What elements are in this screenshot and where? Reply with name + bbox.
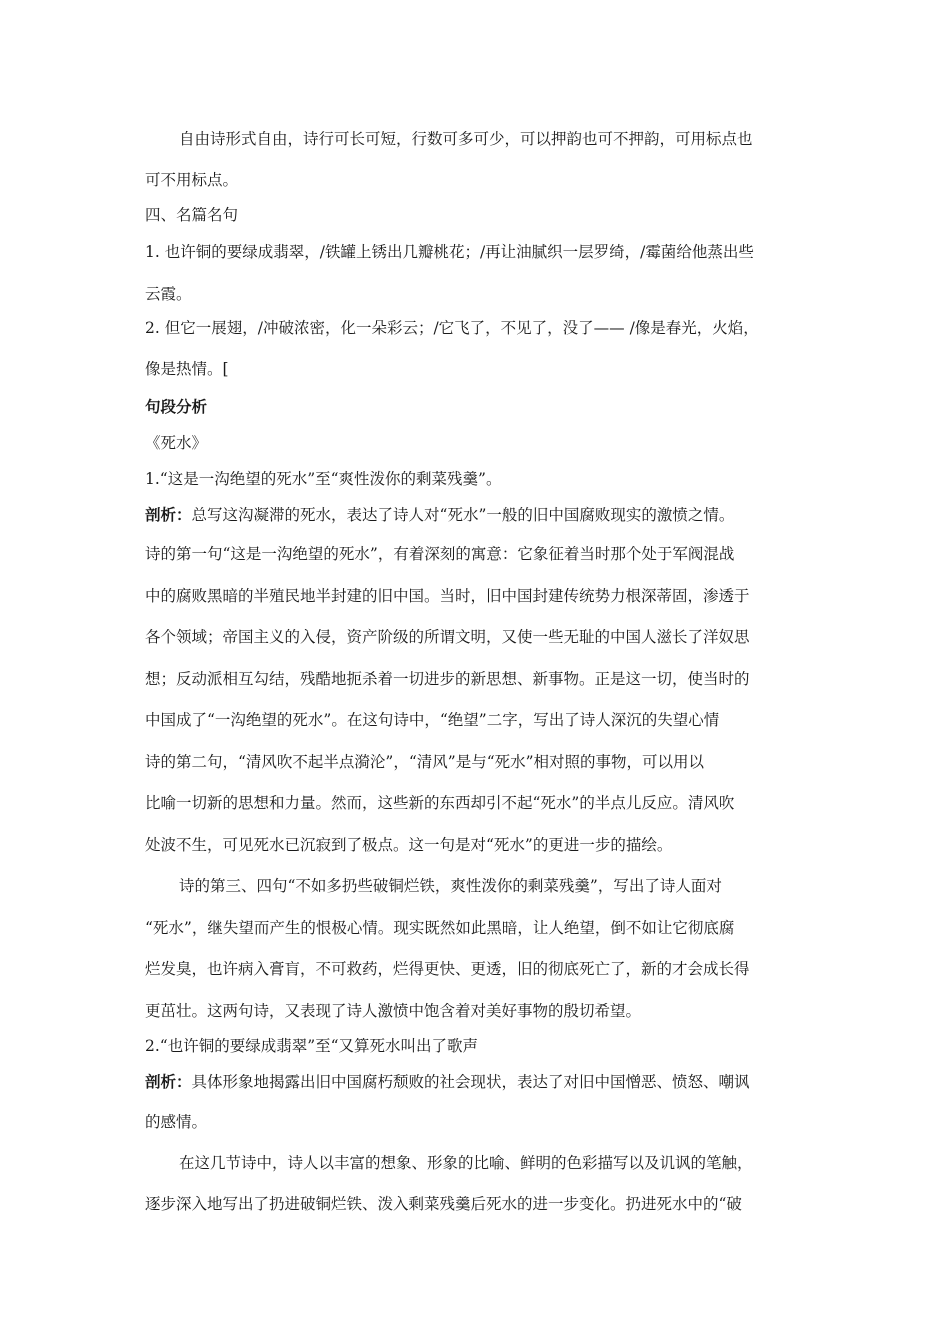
para2-line-2: 比喻一切新的思想和力量。然而，这些新的东西却引不起“死水”的半点儿反应。清风吹 [145, 794, 735, 812]
part1-summary [145, 505, 734, 525]
part1-title: 1.“这是一沟绝望的死水”至“爽性泼你的剩菜残羹”。 [145, 470, 502, 488]
part1-summary-text: 总写这沟凝滞的死水，表达了诗人对“死水”一般的旧中国腐败现实的激愤之情。 [191, 506, 735, 524]
para1-line-3: 各个领域；帝国主义的入侵，资产阶级的所谓文明，又使一些无耻的中国人滋长了洋奴思 [145, 628, 750, 646]
famous-line-2a: 2. 但它一展翅，/冲破浓密，化一朵彩云；/它飞了，不见了，没了—— /像是春光，火焰， [145, 319, 759, 337]
famous-line-1a: 1. 也许铜的要绿成翡翠，/铁罐上锈出几瓣桃花；/再让油腻织一层罗绮，/霉菌给他蒸出些 [145, 243, 754, 261]
work-title: 《死水》 [145, 434, 208, 452]
para3-line-4: 更茁壮。这两句诗，又表现了诗人激愤中饱含着对美好事物的殷切希望。 [145, 1002, 642, 1020]
part2-title: 2.“也许铜的要绿成翡翠”至“又算死水叫出了歌声 [145, 1037, 479, 1055]
part2-summary-line-2: 的感情。 [145, 1113, 208, 1131]
section-heading-famous-lines: 四、名篇名句 [145, 206, 239, 224]
intro-line-1: 自由诗形式自由，诗行可长可短，行数可多可少，可以押韵也可不押韵，可用标点也 [179, 130, 753, 148]
para1-line-4: 想；反动派相互勾结，残酷地扼杀着一切进步的新思想、新事物。正是这一切，使当时的 [145, 670, 750, 688]
para1-line-2: 中的腐败黑暗的半殖民地半封建的旧中国。当时，旧中国封建传统势力根深蒂固，渗透于 [145, 587, 750, 605]
part2-label: 剖析： [145, 1072, 192, 1091]
famous-line-1b: 云霞。 [145, 285, 192, 303]
para2-line-1: 诗的第二句，“清风吹不起半点漪沦”，“清风”是与“死水”相对照的事物，可以用以 [145, 753, 705, 771]
part2-summary [145, 1072, 750, 1092]
para3-line-3: 烂发臭，也许病入膏肓，不可救药，烂得更快、更透，旧的彻底死亡了，新的才会成长得 [145, 960, 750, 978]
para3-line-2: “死水”，继失望而产生的恨极心情。现实既然如此黑暗，让人绝望，倒不如让它彻底腐 [145, 919, 735, 937]
part1-label: 剖析： [145, 505, 192, 524]
para2-line-3: 处波不生，可见死水已沉寂到了极点。这一句是对“死水”的更进一步的描绘。 [145, 836, 673, 854]
intro-line-2: 可不用标点。 [145, 171, 239, 189]
para4-line-2: 逐步深入地写出了扔进破铜烂铁、泼入剩菜残羹后死水的进一步变化。扔进死水中的“破 [145, 1195, 742, 1213]
para3-line-1: 诗的第三、四句“不如多扔些破铜烂铁，爽性泼你的剩菜残羹”，写出了诗人面对 [179, 877, 722, 895]
para1-line-1: 诗的第一句“这是一沟绝望的死水”，有着深刻的寓意：它象征着当时那个处于军阀混战 [145, 545, 735, 563]
analysis-heading: 句段分析 [145, 397, 208, 416]
famous-line-2b: 像是热情。[ [145, 360, 229, 378]
para1-line-5: 中国成了“一沟绝望的死水”。在这句诗中，“绝望”二字，写出了诗人深沉的失望心情 [145, 711, 720, 729]
para4-line-1: 在这几节诗中，诗人以丰富的想象、形象的比喻、鲜明的色彩描写以及讥讽的笔触， [179, 1154, 753, 1172]
part2-summary-text: 具体形象地揭露出旧中国腐朽颓败的社会现状，表达了对旧中国憎恶、愤怒、嘲讽 [191, 1073, 750, 1091]
